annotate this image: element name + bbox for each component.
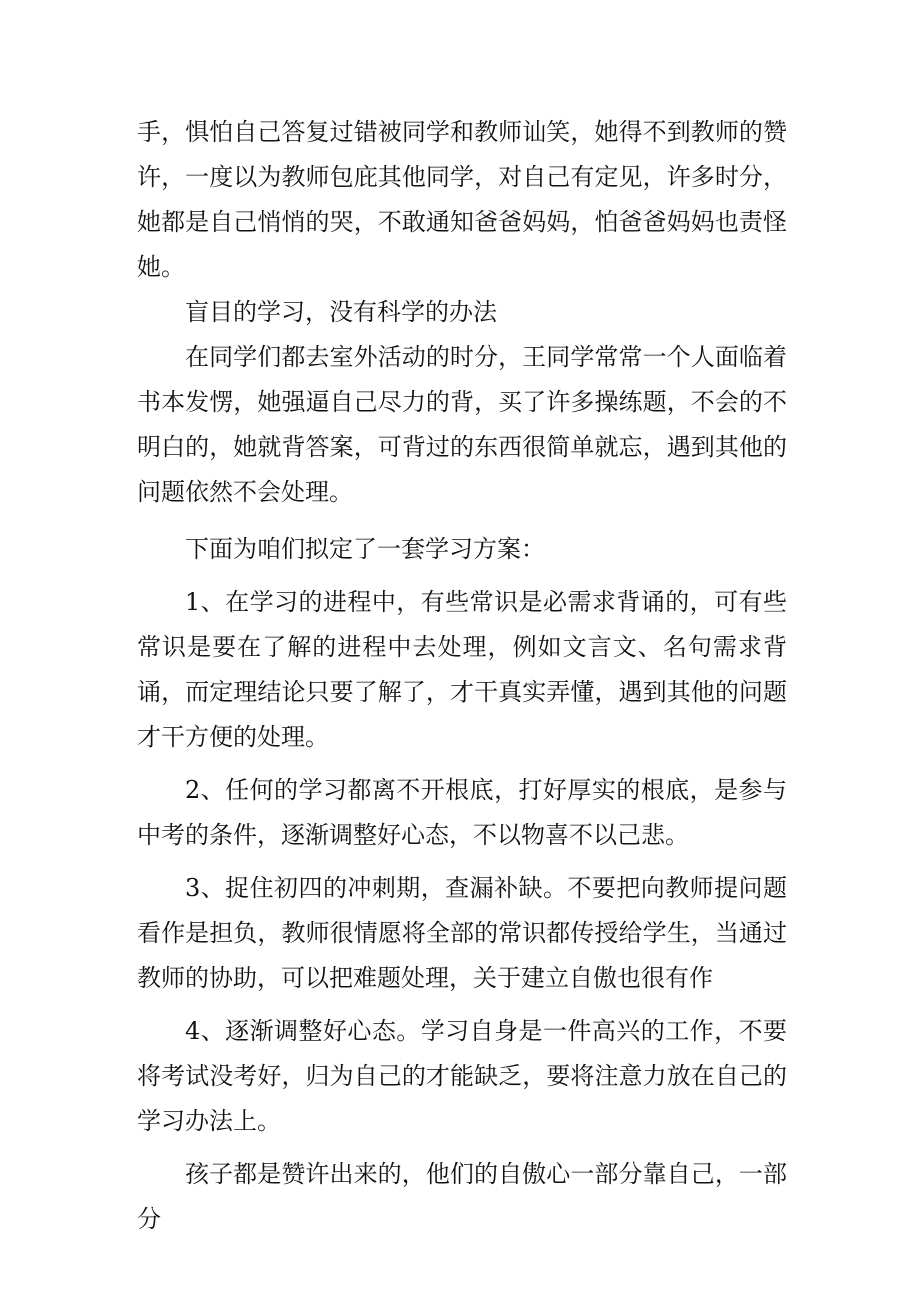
document-body (137, 110, 787, 1242)
paragraph-continued: 手，惧怕自己答复过错被同学和教师讪笑，她得不到教师的赞许，一度以为教师包庇其他同学，对自己有定见，许多时分，她都是自己悄悄的哭，不敢通知爸爸妈妈，怕爸爸妈妈也责怪她。 (137, 118, 787, 281)
list-item: 1、在学习的进程中，有些常识是必需求背诵的，可有些常识是要在了解的进程中去处理，例如文言文、名句需求背诵，而定理结论只要了解了，才干真实弄懂，遇到其他的问题才干方便的处理。 (137, 588, 787, 751)
list-item: 2、任何的学习都离不开根底，打好厚实的根底，是参与中考的条件，逐渐调整好心态，不以物喜不以己悲。 (137, 776, 787, 849)
paragraph: 在同学们都去室外活动的时分，王同学常常一个人面临着书本发愣，她强逼自己尽力的背，买了许多操练题，不会的不明白的，她就背答案，可背过的东西很简单就忘，遇到其他的问题依然不会处理。 (137, 343, 787, 506)
paragraph: 孩子都是赞许出来的，他们的自傲心一部分靠自己，一部分 (137, 1160, 787, 1233)
list-item: 3、捉住初四的冲刺期，查漏补缺。不要把向教师提问题看作是担负，教师很情愿将全部的常识都传授给学生，当通过教师的协助，可以把难题处理，关于建立自傲也很有作 (137, 874, 787, 992)
paragraph-heading: 盲目的学习，没有科学的办法 (185, 298, 497, 326)
list-item: 4、逐渐调整好心态。学习自身是一件高兴的工作，不要将考试没考好，归为自己的才能缺乏，要将注意力放在自己的学习办法上。 (137, 1017, 787, 1135)
paragraph: 下面为咱们拟定了一套学习方案： (185, 535, 545, 563)
